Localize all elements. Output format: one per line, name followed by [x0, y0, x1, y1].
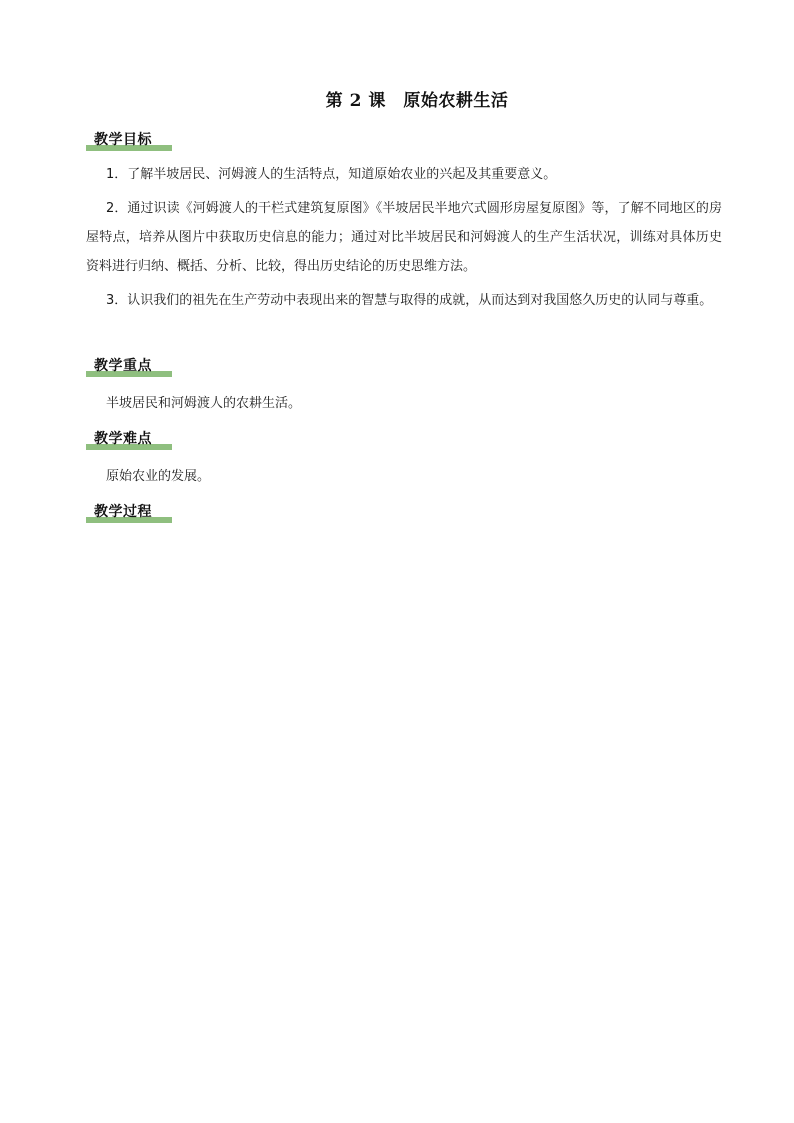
process-heading	[86, 501, 172, 523]
objectives-heading	[86, 129, 172, 151]
difficulties-heading	[86, 428, 172, 450]
objectives-heading-label: 教学目标	[94, 132, 152, 148]
process-heading-label: 教学过程	[94, 504, 152, 520]
difficulties-heading-label: 教学难点	[94, 431, 152, 447]
objective-item-2: 2．通过识读《河姆渡人的干栏式建筑复原图》《半坡居民半地穴式圆形房屋复原图》等，了解不同地区的房屋特点，培养从图片中获取历史信息的能力；通过对比半坡居民和河姆渡人的生产生活状况，训练对具体历史资料进行归纳、概括、分析、比较，得出历史结论的历史思维方法。	[86, 201, 722, 274]
key-points-heading	[86, 355, 172, 377]
key-points-text: 半坡居民和河姆渡人的农耕生活。	[106, 396, 302, 411]
difficulties-text: 原始农业的发展。	[106, 469, 211, 484]
key-points-heading-label: 教学重点	[94, 358, 152, 374]
objective-item-1: 1．了解半坡居民、河姆渡人的生活特点，知道原始农业的兴起及其重要意义。	[106, 167, 557, 182]
objective-item-3: 3．认识我们的祖先在生产劳动中表现出来的智慧与取得的成就，从而达到对我国悠久历史的认同与尊重。	[106, 293, 713, 308]
lesson-title: 第 2 课 原始农耕生活	[325, 91, 509, 111]
